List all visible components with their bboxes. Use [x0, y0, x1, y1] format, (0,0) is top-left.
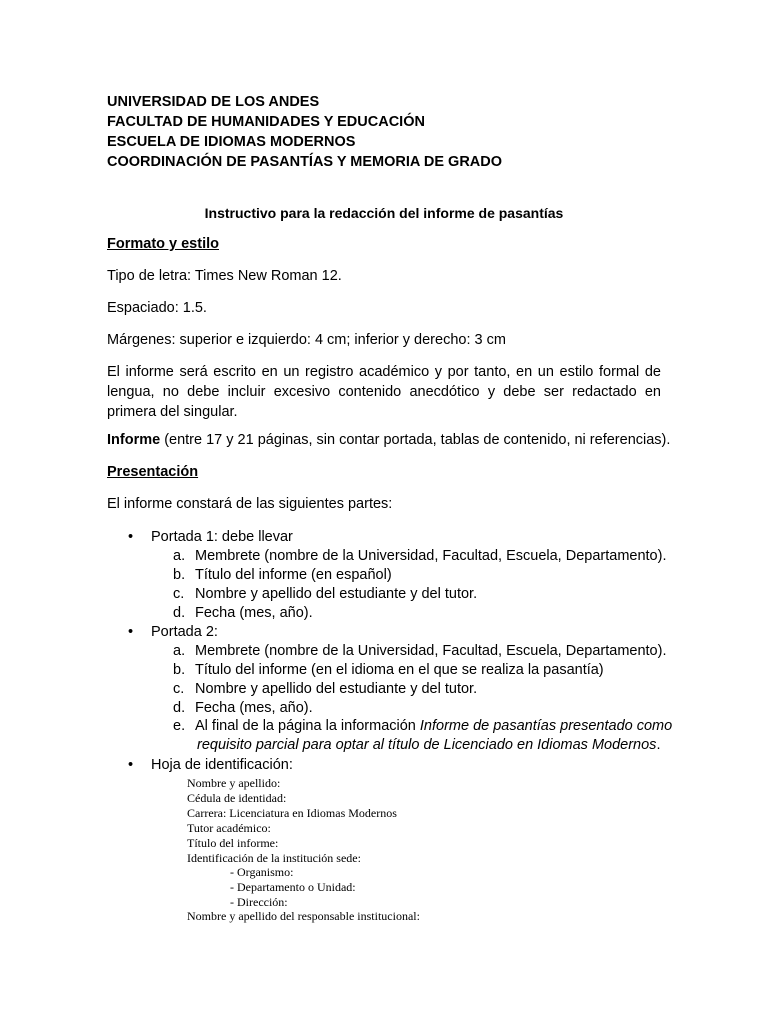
header-line-3: ESCUELA DE IDIOMAS MODERNOS	[107, 134, 356, 150]
form-line: Identificación de la institución sede:	[187, 851, 361, 865]
portada1-label: Portada 1: debe llevar	[151, 529, 293, 545]
informe-label: Informe	[107, 432, 161, 448]
form-line: Nombre y apellido:	[187, 776, 281, 790]
bullet-icon	[128, 529, 133, 545]
bullet-icon	[128, 757, 133, 773]
list-item: b. Título del informe (en español)	[173, 567, 392, 583]
parts-intro: El informe constará de las siguientes partes:	[107, 496, 393, 512]
list-item: d. Fecha (mes, año).	[173, 700, 313, 716]
list-item: a. Membrete (nombre de la Universidad, Facultad, Escuela, Departamento).	[173, 643, 667, 659]
document-title: Instructivo para la redacción del informe de pasantías	[204, 205, 564, 221]
form-subline: - Organismo:	[230, 865, 294, 879]
header-line-1: UNIVERSIDAD DE LOS ANDES	[107, 94, 320, 110]
list-item-continuation: requisito parcial para optar al título de Licenciado en Idiomas Modernos.	[197, 737, 661, 753]
spacing-spec: Espaciado: 1.5.	[107, 300, 207, 316]
list-item: b. Título del informe (en el idioma en el que se realiza la pasantía)	[173, 662, 604, 678]
bullet-icon	[128, 624, 133, 640]
form-line: Nombre y apellido del responsable institucional:	[187, 909, 420, 923]
list-item: a. Membrete (nombre de la Universidad, Facultad, Escuela, Departamento).	[173, 548, 667, 564]
form-subline: - Departamento o Unidad:	[230, 880, 356, 894]
font-spec: Tipo de letra: Times New Roman 12.	[107, 268, 342, 284]
informe-length-text: (entre 17 y 21 páginas, sin contar portada, tablas de contenido, ni referencias).	[160, 432, 671, 448]
form-subline: - Dirección:	[230, 895, 288, 909]
section-heading-formato: Formato y estilo	[107, 236, 219, 252]
header-line-2: FACULTAD DE HUMANIDADES Y EDUCACIÓN	[107, 114, 425, 130]
institution-header	[107, 92, 502, 172]
form-line: Tutor académico:	[187, 821, 271, 835]
section-heading-presentacion: Presentación	[107, 464, 199, 480]
form-line: Carrera: Licenciatura en Idiomas Modernos	[187, 806, 397, 820]
hoja-label: Hoja de identificación:	[151, 757, 293, 773]
list-item: e. Al final de la página la información Informe de pasantías presentado como	[173, 718, 673, 734]
portada2-label: Portada 2:	[151, 624, 218, 640]
list-item: d. Fecha (mes, año).	[173, 605, 313, 621]
margins-spec: Márgenes: superior e izquierdo: 4 cm; inferior y derecho: 3 cm	[107, 332, 506, 348]
list-item: c. Nombre y apellido del estudiante y del tutor.	[173, 681, 478, 697]
informe-length-line	[107, 432, 670, 448]
style-paragraph: El informe será escrito en un registro académico y por tanto, en un estilo formal de lengua, no debe incluir excesivo contenido anecdótico y debe ser redactado en primera del singular.	[107, 364, 661, 420]
list-item: c. Nombre y apellido del estudiante y del tutor.	[173, 586, 478, 602]
form-line: Cédula de identidad:	[187, 791, 287, 805]
form-line: Título del informe:	[187, 836, 279, 850]
header-line-4: COORDINACIÓN DE PASANTÍAS Y MEMORIA DE GRADO	[107, 154, 503, 170]
